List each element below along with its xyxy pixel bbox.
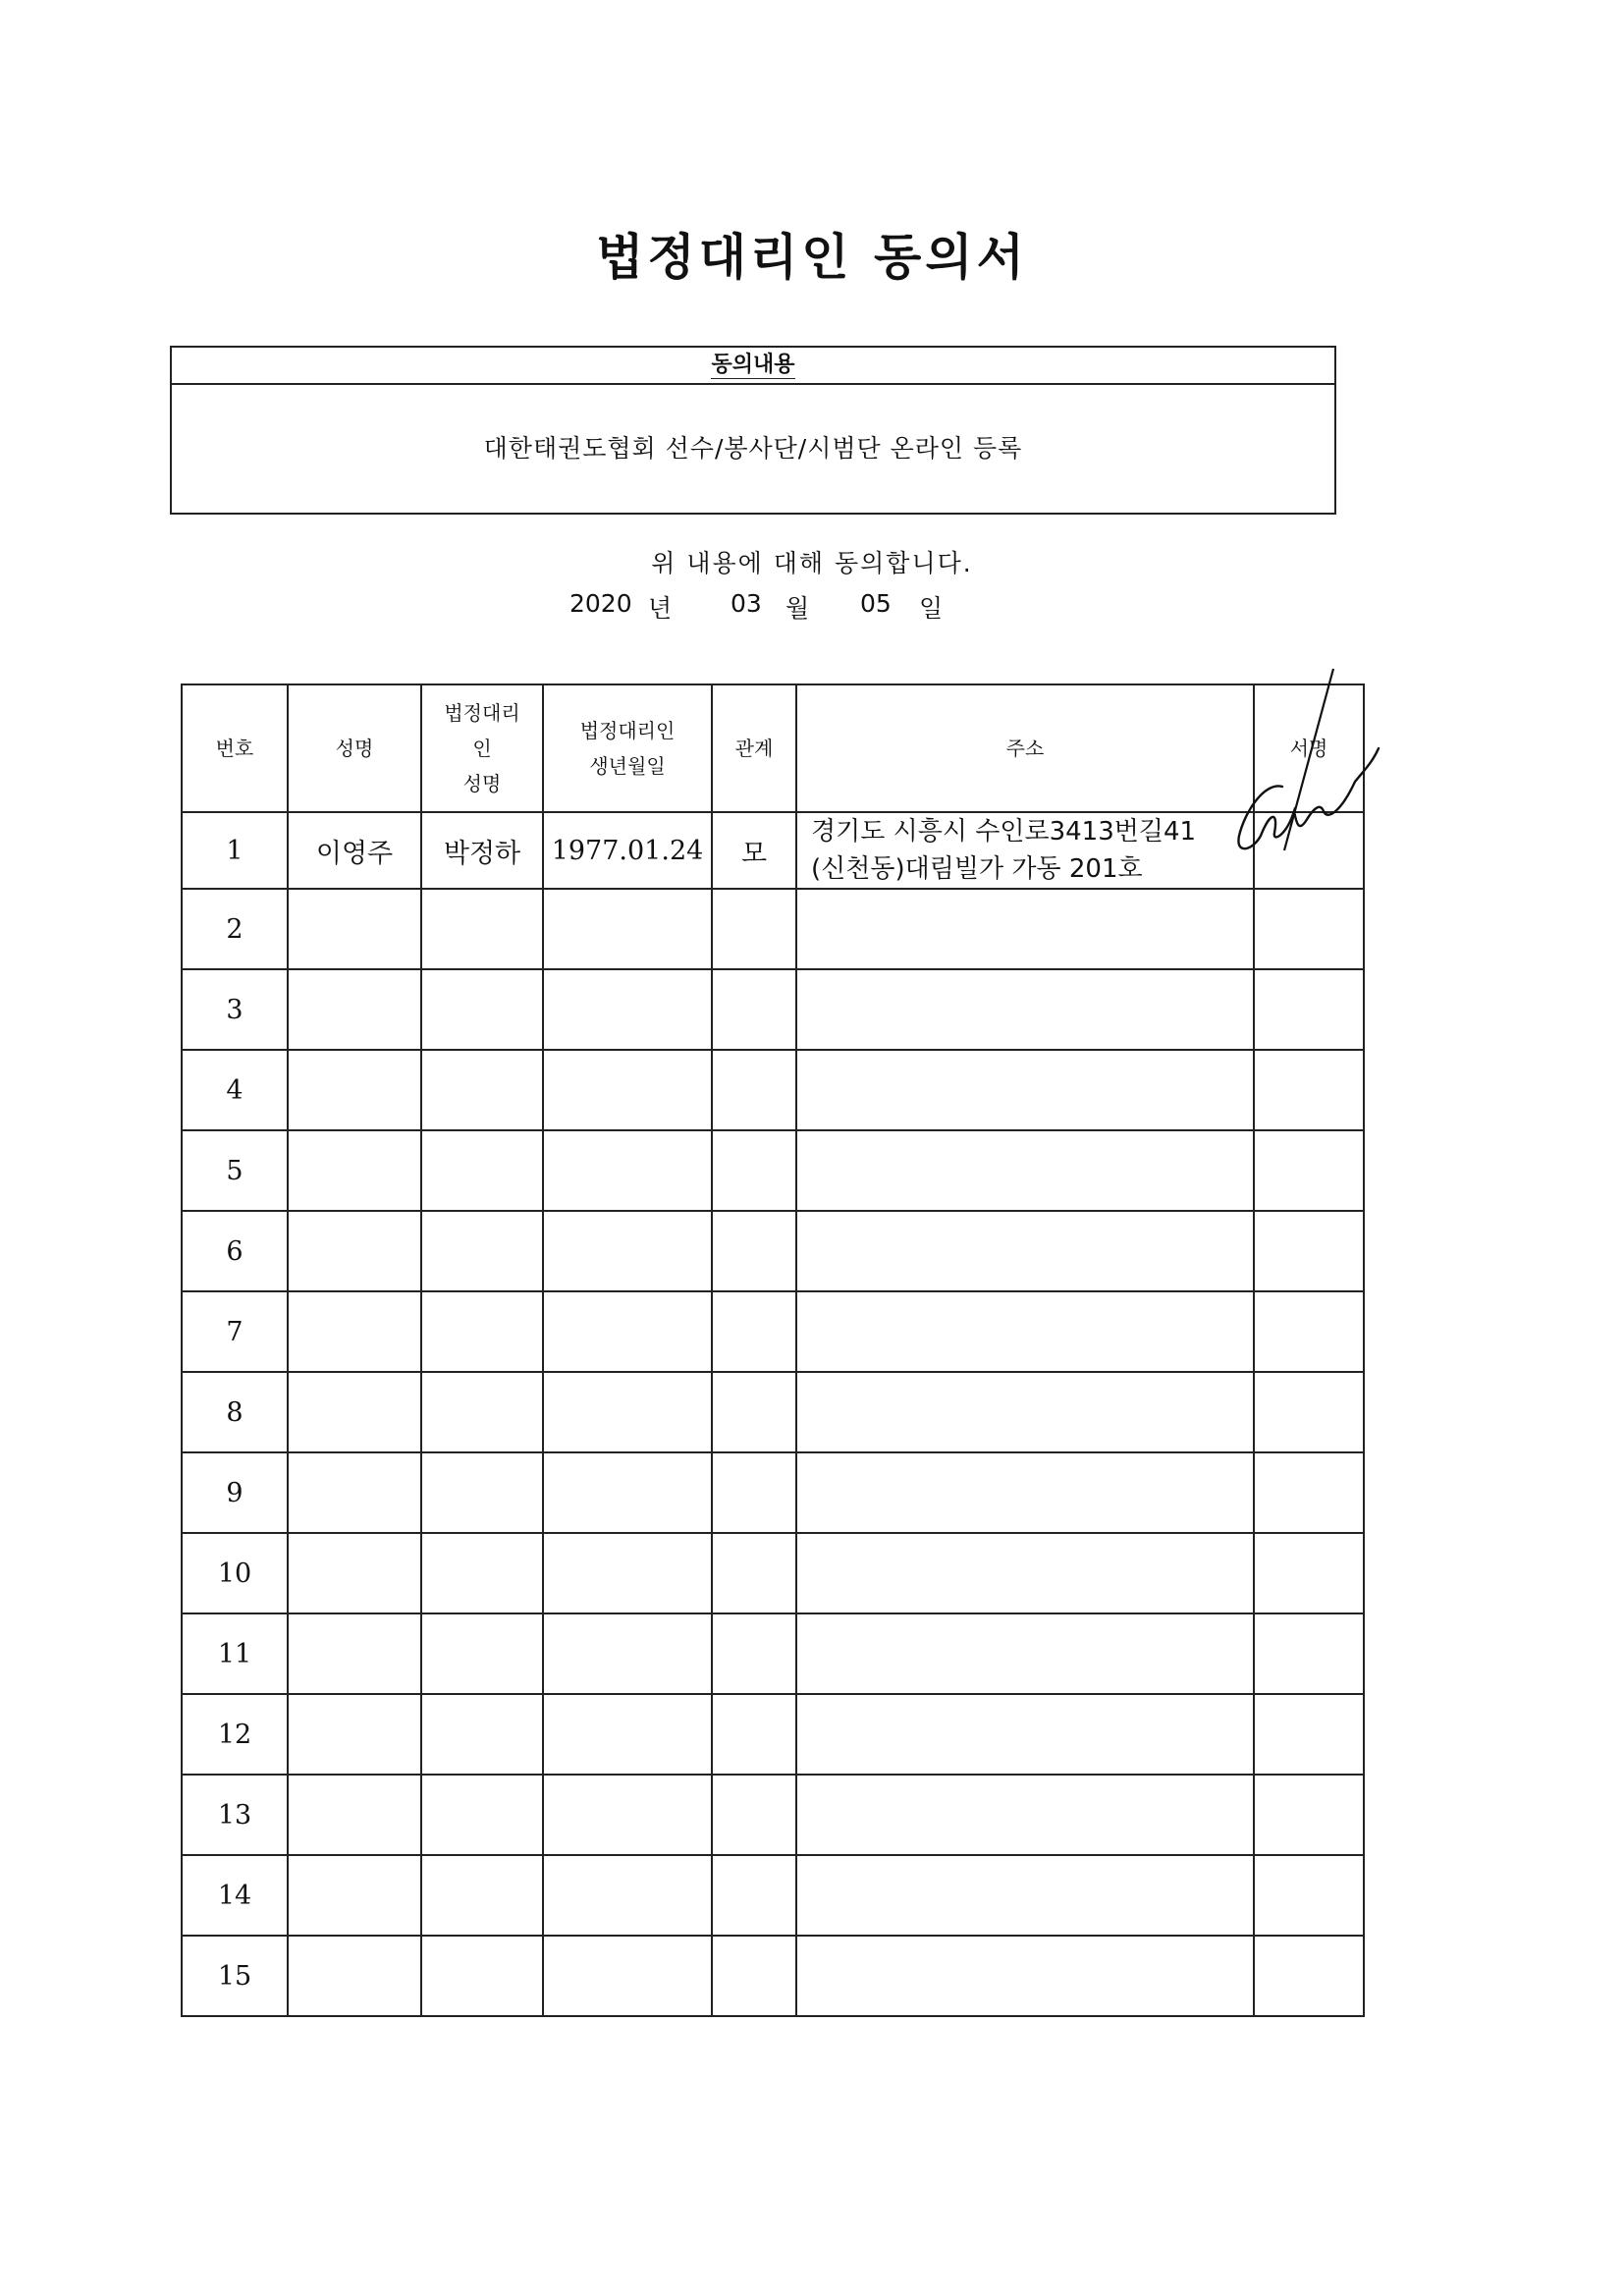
cell-address [796, 1533, 1254, 1613]
cell-address [796, 1855, 1254, 1936]
header-relation: 관계 [712, 684, 796, 812]
table-row [182, 1613, 1364, 1694]
cell-guardian-birth [543, 1936, 712, 2016]
header-guardian-birth-line2: 생년월일 [589, 754, 666, 778]
table-row [182, 969, 1364, 1050]
cell-signature [1254, 1050, 1364, 1130]
cell-guardian-name [421, 1613, 543, 1694]
cell-no: 3 [182, 969, 288, 1050]
cell-name [288, 1775, 421, 1855]
cell-address [796, 1775, 1254, 1855]
cell-relation [712, 1775, 796, 1855]
cell-guardian-name [421, 1775, 543, 1855]
cell-signature [1254, 889, 1364, 969]
cell-no: 9 [182, 1452, 288, 1533]
cell-no: 4 [182, 1050, 288, 1130]
date-year-unit: 년 [648, 594, 673, 623]
cell-guardian-birth [543, 889, 712, 969]
agree-statement: 위 내용에 대해 동의합니다. [651, 549, 973, 577]
cell-address [796, 1050, 1254, 1130]
cell-name [288, 969, 421, 1050]
cell-signature [1254, 1694, 1364, 1775]
cell-signature [1254, 1936, 1364, 2016]
cell-name [288, 1130, 421, 1211]
date-day-unit: 일 [919, 594, 944, 623]
cell-no: 1 [182, 812, 288, 889]
cell-guardian-birth [543, 1291, 712, 1372]
cell-relation [712, 1936, 796, 2016]
cell-signature [1254, 1452, 1364, 1533]
header-guardian-name-line3: 성명 [462, 772, 502, 795]
cell-no: 5 [182, 1130, 288, 1211]
cell-guardian-name [421, 1130, 543, 1211]
table-row [182, 889, 1364, 969]
cell-guardian-birth [543, 969, 712, 1050]
cell-relation [712, 1694, 796, 1775]
cell-no: 7 [182, 1291, 288, 1372]
header-guardian-name [421, 684, 543, 812]
cell-guardian-name: 박정하 [421, 812, 543, 889]
cell-guardian-name [421, 969, 543, 1050]
table-row [182, 1130, 1364, 1211]
document-title: 법정대리인 동의서 [596, 229, 1028, 286]
cell-signature [1254, 1855, 1364, 1936]
cell-guardian-birth [543, 1775, 712, 1855]
cell-guardian-name [421, 1050, 543, 1130]
date-day: 05 [860, 589, 892, 618]
consent-heading-label: 동의내용 [711, 353, 795, 377]
table-row [182, 1372, 1364, 1452]
cell-no: 8 [182, 1372, 288, 1452]
header-address: 주소 [796, 684, 1254, 812]
table-row [182, 812, 1364, 889]
cell-signature [1254, 1291, 1364, 1372]
cell-relation: 모 [712, 812, 796, 889]
header-guardian-name-line1: 법정대리 [444, 701, 520, 725]
cell-address [796, 812, 1254, 889]
consent-body: 대한태권도협회 선수/봉사단/시범단 온라인 등록 [483, 434, 1023, 463]
cell-name [288, 889, 421, 969]
cell-relation [712, 1372, 796, 1452]
cell-relation [712, 1130, 796, 1211]
cell-guardian-name [421, 1936, 543, 2016]
guardian-table [181, 683, 1365, 2017]
cell-guardian-birth [543, 1533, 712, 1613]
cell-relation [712, 1291, 796, 1372]
date-month-unit: 월 [785, 594, 810, 623]
cell-signature [1254, 1130, 1364, 1211]
cell-no: 10 [182, 1533, 288, 1613]
table-header-row [182, 684, 1364, 812]
cell-address [796, 889, 1254, 969]
cell-name [288, 1291, 421, 1372]
consent-heading [172, 348, 1334, 385]
cell-signature [1254, 1775, 1364, 1855]
cell-name [288, 1452, 421, 1533]
consent-box [170, 346, 1336, 515]
cell-guardian-birth: 1977.01.24 [543, 812, 712, 889]
cell-signature [1254, 1372, 1364, 1452]
cell-name [288, 1855, 421, 1936]
header-guardian-birth [543, 684, 712, 812]
cell-address [796, 1613, 1254, 1694]
cell-guardian-name [421, 1694, 543, 1775]
cell-no: 6 [182, 1211, 288, 1291]
handwritten-signature [1225, 664, 1382, 860]
cell-relation [712, 1533, 796, 1613]
cell-address [796, 1130, 1254, 1211]
cell-address-line1: 경기도 시흥시 수인로3413번길41 [811, 817, 1197, 847]
cell-guardian-name [421, 1855, 543, 1936]
cell-guardian-birth [543, 1855, 712, 1936]
cell-guardian-name [421, 1533, 543, 1613]
header-name: 성명 [288, 684, 421, 812]
table-row [182, 1452, 1364, 1533]
cell-relation [712, 1855, 796, 1936]
header-no: 번호 [182, 684, 288, 812]
cell-name [288, 1533, 421, 1613]
table-row [182, 1211, 1364, 1291]
cell-guardian-name [421, 889, 543, 969]
date-month: 03 [731, 589, 762, 618]
cell-signature [1254, 1613, 1364, 1694]
header-guardian-name-line2: 인 [472, 737, 492, 760]
cell-no: 13 [182, 1775, 288, 1855]
table-row [182, 1050, 1364, 1130]
cell-no: 15 [182, 1936, 288, 2016]
date-year: 2020 [569, 589, 632, 618]
cell-address [796, 1211, 1254, 1291]
cell-relation [712, 969, 796, 1050]
cell-relation [712, 1452, 796, 1533]
table-row [182, 1855, 1364, 1936]
cell-guardian-birth [543, 1372, 712, 1452]
cell-address [796, 1291, 1254, 1372]
table-row [182, 1775, 1364, 1855]
cell-guardian-name [421, 1452, 543, 1533]
cell-signature [1254, 969, 1364, 1050]
cell-address [796, 1452, 1254, 1533]
cell-name [288, 1372, 421, 1452]
cell-signature [1254, 1211, 1364, 1291]
cell-address [796, 1372, 1254, 1452]
cell-name [288, 1936, 421, 2016]
header-guardian-birth-line1: 법정대리인 [579, 719, 676, 742]
cell-guardian-name [421, 1372, 543, 1452]
cell-name: 이영주 [288, 812, 421, 889]
cell-relation [712, 889, 796, 969]
cell-guardian-name [421, 1291, 543, 1372]
cell-no: 11 [182, 1613, 288, 1694]
header-signature: 서명 [1254, 684, 1364, 812]
table-row [182, 1694, 1364, 1775]
table-row [182, 1291, 1364, 1372]
cell-guardian-birth [543, 1130, 712, 1211]
cell-guardian-birth [543, 1211, 712, 1291]
cell-relation [712, 1211, 796, 1291]
table-row [182, 1533, 1364, 1613]
cell-guardian-birth [543, 1050, 712, 1130]
cell-name [288, 1694, 421, 1775]
cell-guardian-birth [543, 1694, 712, 1775]
cell-guardian-birth [543, 1452, 712, 1533]
cell-relation [712, 1613, 796, 1694]
cell-address [796, 969, 1254, 1050]
cell-name [288, 1211, 421, 1291]
cell-relation [712, 1050, 796, 1130]
cell-guardian-birth [543, 1613, 712, 1694]
cell-no: 2 [182, 889, 288, 969]
cell-guardian-name [421, 1211, 543, 1291]
cell-address-line2: (신천동)대림빌가 가동 201호 [811, 854, 1143, 884]
table-row [182, 1936, 1364, 2016]
cell-name [288, 1050, 421, 1130]
cell-no: 12 [182, 1694, 288, 1775]
cell-address [796, 1694, 1254, 1775]
cell-address [796, 1936, 1254, 2016]
cell-no: 14 [182, 1855, 288, 1936]
cell-signature [1254, 1533, 1364, 1613]
cell-name [288, 1613, 421, 1694]
